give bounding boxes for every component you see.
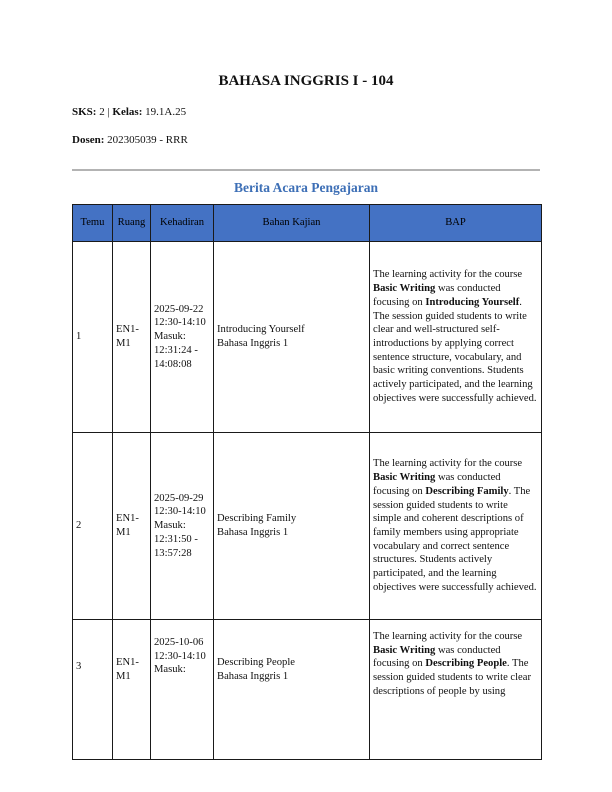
dosen-line [72,134,188,146]
cell-ruang: EN1-M1 [113,620,151,760]
bap-text [373,269,537,403]
cell-kehadiran [151,433,214,620]
sks-value: 2 | [99,106,110,118]
cell-bap [370,620,542,760]
bahan-course: Bahasa Inggris 1 [217,670,289,682]
column-header-kehadiran: Kehadiran [151,205,214,242]
bap-course: Basic Writing [373,472,436,484]
bap-text [373,458,537,592]
divider [72,169,540,171]
bap-course: Basic Writing [373,644,436,656]
table-header-row [73,205,542,242]
table-row [73,620,542,760]
kelas-value: 19.1A.25 [145,106,187,118]
kehadiran-jadwal: 2025-10-06 12:30-14:10 [154,637,206,662]
section-subtitle: Berita Acara Pengajaran [234,180,378,195]
cell-temu: 1 [73,242,113,433]
bap-rest: . The session guided students to write clear and well-structured self-introductions by applying correct sentence structure, vocabulary, and basic writing conventions. Students actively participated, and the learning objectives were successfully achieved. [373,296,537,404]
cell-ruang: EN1-M1 [113,433,151,620]
cell-bahan-kajian [214,433,370,620]
bap-mid: was conducted focusing on [373,283,501,308]
bahan-course: Bahasa Inggris 1 [217,527,289,538]
cell-kehadiran [151,242,214,433]
bap-mid: was conducted focusing on [373,472,501,497]
bahan-course: Bahasa Inggris 1 [217,338,289,349]
bap-intro: The learning activity for the course [373,269,523,281]
cell-ruang: EN1-M1 [113,242,151,433]
kelas-label: Kelas: [112,106,143,118]
bahan-topic: Describing Family [217,513,297,525]
bap-topic: Introducing Yourself [425,296,520,308]
cell-kehadiran [151,620,214,760]
bap-rest: . The session guided students to write simple and coherent descriptions of family members using appropriate vocabulary and correct sentence structures. Students actively participated, and the learning objectives were successfully achieved. [373,485,537,593]
cell-temu: 2 [73,433,113,620]
cell-temu: 3 [73,620,113,760]
cell-bap [370,242,542,433]
table-row [73,433,542,620]
column-header-bap: BAP [370,205,542,242]
bap-course: Basic Writing [373,283,436,295]
cell-bahan-kajian [214,242,370,433]
cell-bahan-kajian [214,620,370,760]
kehadiran-masuk: Masuk: [154,664,186,676]
bap-intro: The learning activity for the course [373,458,523,470]
bap-mid: was conducted focusing on [373,644,501,670]
kehadiran-masuk: Masuk: 12:31:24 - 14:08:08 [154,331,198,370]
column-header-bahan-kajian: Bahan Kajian [214,205,370,242]
bahan-topic: Introducing Yourself [217,324,305,336]
bap-intro: The learning activity for the course [373,631,523,642]
dosen-value: 202305039 - RRR [107,134,188,146]
bap-topic: Describing People [425,658,507,670]
bap-topic: Describing Family [425,485,509,497]
kehadiran-masuk: Masuk: 12:31:50 - 13:57:28 [154,520,198,559]
page-title: BAHASA INGGRIS I - 104 [218,73,394,89]
dosen-label: Dosen: [72,134,105,146]
kehadiran-jadwal: 2025-09-22 12:30-14:10 [154,303,206,329]
cell-bap [370,433,542,620]
bap-table [72,204,542,760]
bap-text [373,631,531,697]
table-row [73,242,542,433]
sks-kelas-line [72,106,186,118]
bahan-topic: Describing People [217,657,295,668]
bap-rest: . The session guided students to write clear descriptions of people by using [373,658,531,697]
sks-label: SKS: [72,106,97,118]
kehadiran-jadwal: 2025-09-29 12:30-14:10 [154,492,206,518]
column-header-ruang: Ruang [113,205,151,242]
column-header-temu: Temu [73,205,113,242]
